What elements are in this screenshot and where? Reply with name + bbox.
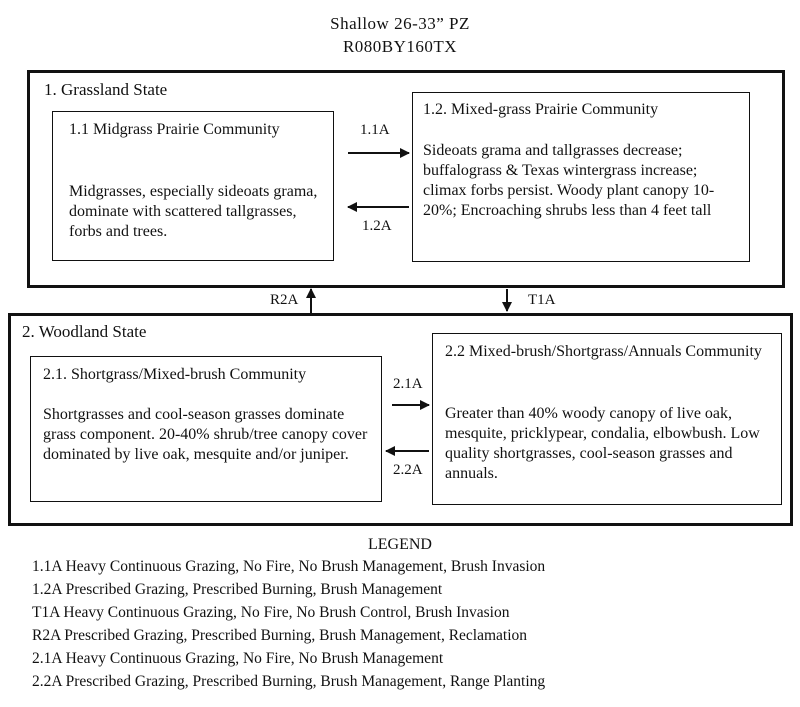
transition-label-1-2A: 1.2A [362,218,392,234]
community-1-1-text: Midgrasses, especially sideoats grama, dominate with scattered tallgrasses, forbs and trees. [69,183,318,240]
transition-label-T1A: T1A [528,292,556,308]
community-2-2-title: 2.2 Mixed-brush/Shortgrass/Annuals Community [445,343,762,360]
community-1-2-text: Sideoats grama and tallgrasses decrease; buffalograss & Texas wintergrass increase; climax forbs persist. Woody plant canopy 10-20%; Encroaching shrubs less than 4 feet tall [423,142,715,219]
legend-item: 1.1A Heavy Continuous Grazing, No Fire, No Brush Management, Brush Invasion [32,558,546,575]
community-2-2-text: Greater than 40% woody canopy of live oak, mesquite, pricklypear, condalia, elbowbush. Low quality shortgrasses, cool-season grasses and annuals. [445,405,760,482]
community-2-1-title: 2.1. Shortgrass/Mixed-brush Community [43,366,307,383]
transition-label-R2A: R2A [270,292,299,308]
woodland-state-label: 2. Woodland State [22,322,147,341]
community-1-1-title: 1.1 Midgrass Prairie Community [69,121,280,138]
community-2-1-text: Shortgrasses and cool-season grasses dominate grass component. 20-40% shrub/tree canopy cover dominated by live oak, mesquite and/or juniper. [43,406,368,463]
transition-label-1-1A: 1.1A [360,122,390,138]
legend-title: LEGEND [368,536,432,553]
legend-item: 2.2A Prescribed Grazing, Prescribed Burning, Brush Management, Range Planting [32,673,546,690]
community-1-2-title: 1.2. Mixed-grass Prairie Community [423,101,659,118]
transition-label-2-2A: 2.2A [393,462,423,478]
diagram-title-line1: Shallow 26-33” PZ [330,14,470,33]
legend-item: T1A Heavy Continuous Grazing, No Fire, No Brush Control, Brush Invasion [32,604,510,621]
grassland-state-label: 1. Grassland State [44,80,168,99]
diagram-title-line2: R080BY160TX [342,37,458,56]
legend-item: 2.1A Heavy Continuous Grazing, No Fire, No Brush Management [32,650,444,667]
transition-label-2-1A: 2.1A [393,376,423,392]
legend-item: 1.2A Prescribed Grazing, Prescribed Burning, Brush Management [32,581,443,598]
legend-item: R2A Prescribed Grazing, Prescribed Burning, Brush Management, Reclamation [32,627,528,644]
